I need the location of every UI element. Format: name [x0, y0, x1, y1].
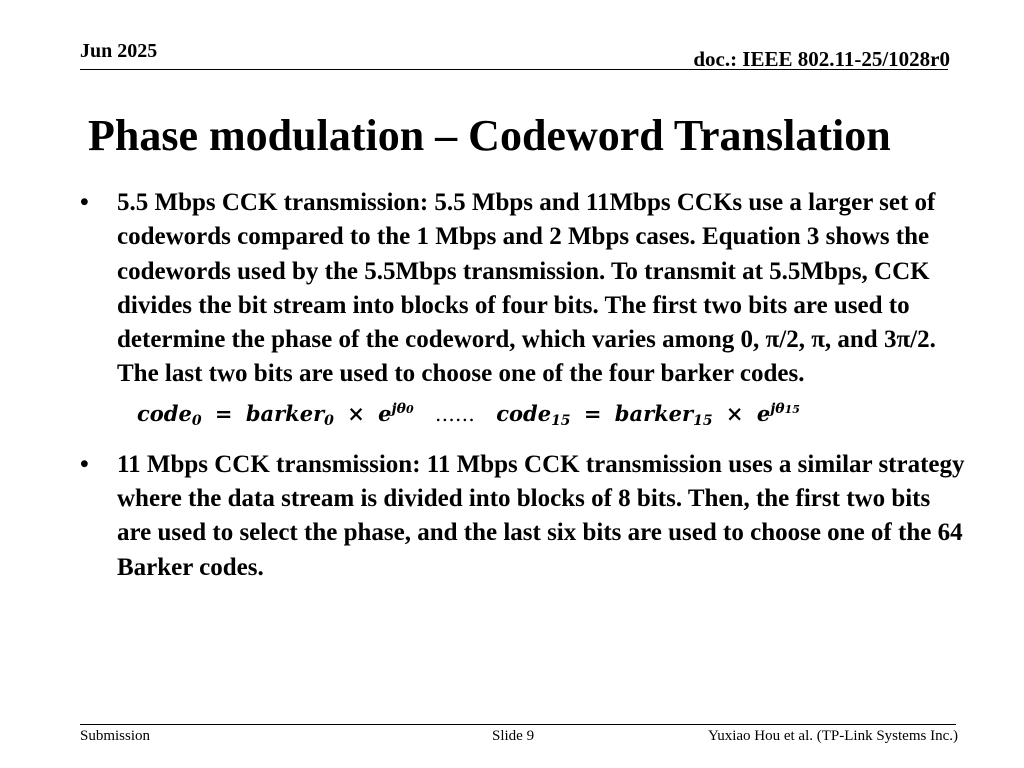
equation-barker15: barker$_{15}$: [614, 400, 713, 429]
bullet-item-5-5mbps: [80, 186, 970, 392]
header-divider: [80, 69, 948, 70]
equation-exp15: $e^{j\theta 15}$: [756, 400, 800, 426]
footer-submission: Submission: [80, 728, 151, 744]
equation-barker0: barker$_0$: [245, 400, 334, 429]
bullet-marker: •: [80, 450, 89, 478]
slide-body: [80, 186, 970, 585]
header-doc-id: doc.: IEEE 802.11-25/1028r0: [693, 47, 950, 71]
footer-divider: [80, 724, 956, 725]
bullet-text: 11 Mbps CCK transmission: 11 Mbps CCK transmission uses a similar strategy where the data stream is divided into blocks of 8 bits. Then, the first two bits are used to select the phase, and the last six bits are used to choose one of the 64 Barker codes.: [117, 450, 965, 581]
bullet-item-11mbps: [80, 448, 970, 585]
footer-slide-number: Slide 9: [492, 728, 535, 744]
equation-code15: code$_{15}$: [496, 400, 571, 429]
bullet-text: 5.5 Mbps CCK transmission: 5.5 Mbps and 11Mbps CCKs use a larger set of codewords compared to the 1 Mbps and 2 Mbps cases. Equation 3 shows the codewords used by the 5.5Mbps transmission. To transmit at 5.5Mbps, CCK divides the bit stream into blocks of four bits. The first two bits are used to determine the phase of the codeword, which varies among 0, π/2, π, and 3π/2. The last two bits are used to choose one of the four barker codes.: [117, 189, 936, 388]
equation-code0: code$_0$: [137, 400, 202, 429]
bullet-marker: •: [80, 189, 89, 216]
equation-codeword: code$_0$ = barker$_0$ × $e^{j\theta 0}$ …… code$_{15}$ = barker$_{15}$ × $e^{j\theta 15}$: [137, 400, 800, 429]
equation-exp0: $e^{j\theta 0}$: [378, 400, 414, 426]
header-date: Jun 2025: [80, 40, 158, 62]
slide-title: Phase modulation – Codeword Translation: [88, 111, 891, 160]
footer-authors: Yuxiao Hou et al. (TP-Link Systems Inc.): [708, 728, 958, 744]
equation-ellipsis: ……: [434, 401, 475, 426]
